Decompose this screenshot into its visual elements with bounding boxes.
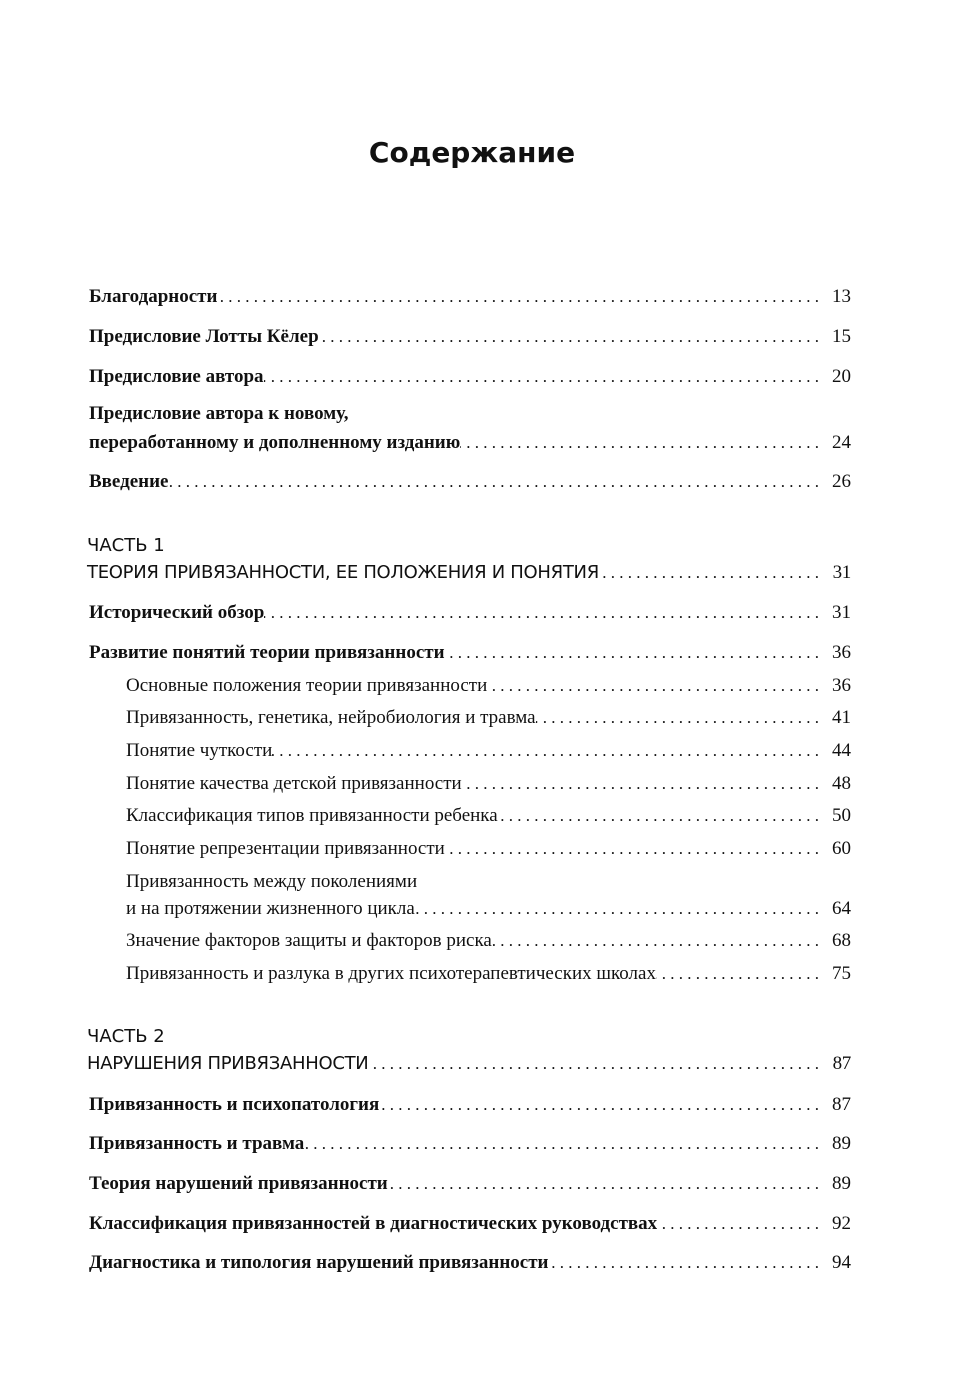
toc-subentry[interactable] bbox=[126, 738, 851, 764]
toc-entry-label-line1: Привязанность между поколениями bbox=[126, 871, 418, 892]
toc-subentry[interactable] bbox=[126, 705, 851, 731]
leader-dots bbox=[445, 640, 825, 666]
page-title: Содержание bbox=[368, 136, 576, 169]
leader-dots bbox=[319, 324, 825, 350]
toc-entry-label: и на протяжении жизненного цикла bbox=[126, 898, 415, 919]
toc-entry-label: переработанному и дополненному изданию bbox=[89, 432, 461, 453]
leader-dots bbox=[217, 284, 825, 310]
toc-entry-label: Предисловие автора bbox=[89, 366, 264, 387]
toc-entry[interactable] bbox=[89, 640, 851, 666]
toc-entry-page: 87 bbox=[832, 1094, 851, 1115]
toc-entry-label: Благодарности bbox=[89, 286, 218, 307]
toc-entry-label: Понятие репрезентации привязанности bbox=[126, 838, 445, 859]
leader-dots bbox=[388, 1171, 825, 1197]
toc-entry-label: Исторический обзор bbox=[89, 602, 265, 623]
part-number: ЧАСТЬ 1 bbox=[87, 535, 165, 556]
toc-entry-page: 36 bbox=[832, 675, 851, 696]
leader-dots bbox=[304, 1131, 825, 1157]
toc-entry-page: 92 bbox=[832, 1213, 851, 1234]
leader-dots bbox=[460, 430, 825, 456]
leader-dots bbox=[599, 560, 825, 586]
toc-entry[interactable] bbox=[89, 284, 851, 310]
toc-entry-label: Основные положения теории привязанности bbox=[126, 675, 488, 696]
toc-entry-label: Значение факторов защиты и факторов риска bbox=[126, 930, 492, 951]
toc-subentry[interactable] bbox=[126, 928, 851, 954]
toc-entry[interactable] bbox=[89, 1250, 851, 1276]
part-title-entry[interactable] bbox=[87, 1051, 851, 1077]
leader-dots bbox=[492, 928, 825, 954]
toc-entry-page: 94 bbox=[832, 1252, 851, 1273]
toc-entry-page: 64 bbox=[832, 898, 851, 919]
toc-entry-page: 75 bbox=[832, 963, 851, 984]
toc-entry-page: 24 bbox=[832, 432, 851, 453]
leader-dots bbox=[657, 1211, 825, 1237]
toc-entry-page: 60 bbox=[832, 838, 851, 859]
toc-entry[interactable] bbox=[89, 430, 851, 456]
toc-entry[interactable] bbox=[89, 364, 851, 390]
leader-dots bbox=[169, 469, 826, 495]
toc-entry[interactable] bbox=[89, 1211, 851, 1237]
toc-entry-label-line1: Предисловие автора к новому, bbox=[89, 403, 349, 424]
leader-dots bbox=[548, 1250, 825, 1276]
toc-entry[interactable] bbox=[89, 600, 851, 626]
toc-entry[interactable] bbox=[89, 1092, 851, 1118]
part-title: НАРУШЕНИЯ ПРИВЯЗАННОСТИ bbox=[87, 1053, 369, 1074]
toc-entry-label: Понятие чуткости bbox=[126, 740, 273, 761]
leader-dots bbox=[536, 705, 825, 731]
part-number: ЧАСТЬ 2 bbox=[87, 1026, 165, 1047]
toc-subentry[interactable] bbox=[126, 771, 851, 797]
toc-entry[interactable] bbox=[89, 324, 851, 350]
leader-dots bbox=[445, 836, 825, 862]
toc-entry-label: Предисловие Лотты Кёлер bbox=[89, 326, 319, 347]
toc-subentry[interactable] bbox=[126, 803, 851, 829]
toc-entry-label: Развитие понятий теории привязанности bbox=[89, 642, 445, 663]
toc-entry-label: Теория нарушений привязанности bbox=[89, 1173, 388, 1194]
toc-entry-page: 68 bbox=[832, 930, 851, 951]
toc-entry-label: Привязанность и психопатология bbox=[89, 1094, 380, 1115]
toc-entry-label: Понятие качества детской привязанности bbox=[126, 773, 462, 794]
leader-dots bbox=[272, 738, 825, 764]
toc-subentry[interactable] bbox=[126, 673, 851, 699]
toc-entry-page: 36 bbox=[832, 642, 851, 663]
toc-entry-label: Диагностика и типология нарушений привязанности bbox=[89, 1252, 549, 1273]
toc-entry[interactable] bbox=[89, 469, 851, 495]
leader-dots bbox=[656, 961, 825, 987]
toc-entry-page: 89 bbox=[832, 1173, 851, 1194]
toc-entry-label: Введение bbox=[89, 471, 169, 492]
toc-entry-page: 48 bbox=[832, 773, 851, 794]
toc-entry-page: 15 bbox=[832, 326, 851, 347]
part-title: ТЕОРИЯ ПРИВЯЗАННОСТИ, ЕЕ ПОЛОЖЕНИЯ И ПОНЯТИЯ bbox=[87, 562, 599, 583]
toc-entry-page: 31 bbox=[832, 562, 851, 583]
toc-subentry[interactable] bbox=[126, 836, 851, 862]
toc-entry-page: 41 bbox=[832, 707, 851, 728]
leader-dots bbox=[264, 364, 825, 390]
toc-entry-page: 26 bbox=[832, 471, 851, 492]
leader-dots bbox=[462, 771, 825, 797]
leader-dots bbox=[264, 600, 825, 626]
toc-entry[interactable] bbox=[89, 1131, 851, 1157]
toc-entry-label: Классификация типов привязанности ребенка bbox=[126, 805, 498, 826]
toc-entry-page: 20 bbox=[832, 366, 851, 387]
toc-entry-page: 87 bbox=[832, 1053, 851, 1074]
toc-entry-page: 89 bbox=[832, 1133, 851, 1154]
leader-dots bbox=[415, 896, 825, 922]
toc-entry-label: Классификация привязанностей в диагностических руководствах bbox=[89, 1213, 658, 1234]
leader-dots bbox=[379, 1092, 825, 1118]
toc-entry-page: 13 bbox=[832, 286, 851, 307]
toc-entry[interactable] bbox=[89, 1171, 851, 1197]
leader-dots bbox=[368, 1051, 825, 1077]
toc-entry-label: Привязанность и травма bbox=[89, 1133, 305, 1154]
toc-entry-page: 31 bbox=[832, 602, 851, 623]
toc-entry-page: 50 bbox=[832, 805, 851, 826]
leader-dots bbox=[498, 803, 825, 829]
part-title-entry[interactable] bbox=[87, 560, 851, 586]
toc-subentry[interactable] bbox=[126, 896, 851, 922]
toc-entry-label: Привязанность, генетика, нейробиология и травма bbox=[126, 707, 536, 728]
leader-dots bbox=[487, 673, 825, 699]
toc-entry-label: Привязанность и разлука в других психотерапевтических школах bbox=[126, 963, 656, 984]
toc-entry-page: 44 bbox=[832, 740, 851, 761]
toc-subentry[interactable] bbox=[126, 961, 851, 987]
